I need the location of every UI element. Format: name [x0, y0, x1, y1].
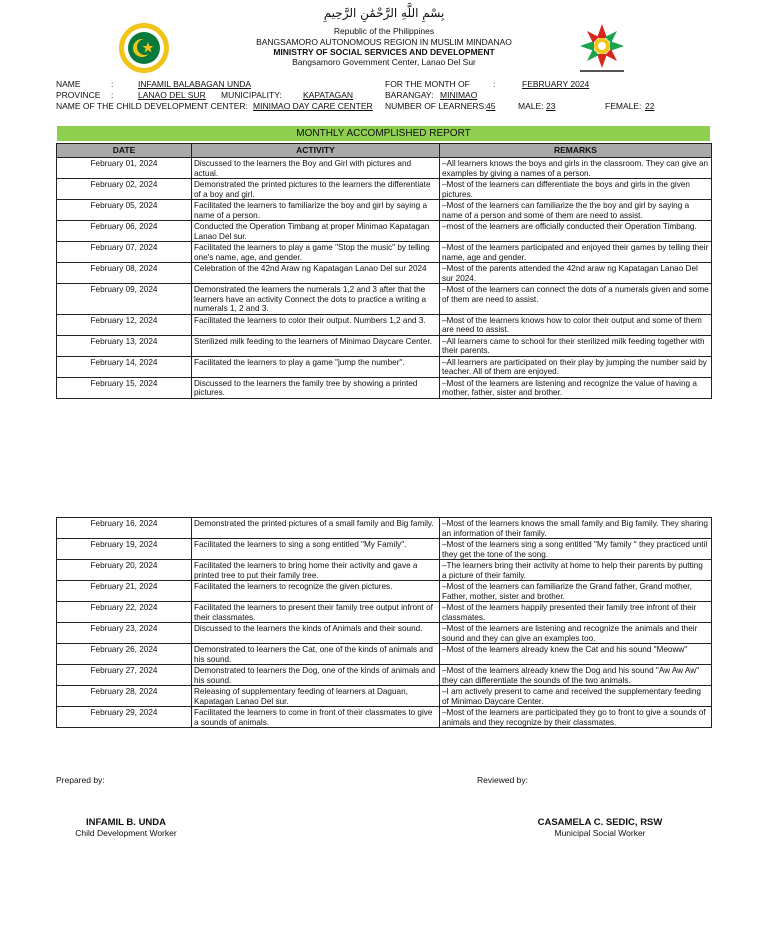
table-row [57, 200, 712, 221]
date-cell: February 22, 2024 [57, 602, 192, 623]
table-row [57, 314, 712, 335]
activity-cell: Facilitated the learners to present their family tree output infront of their classmates. [192, 602, 440, 623]
mssd-logo [574, 20, 630, 78]
region-heading: BANGSAMORO AUTONOMOUS REGION IN MUSLIM MINDANAO [256, 37, 512, 47]
table-row [57, 539, 712, 560]
report-title-banner: MONTHLY ACCOMPLISHED REPORT [57, 126, 710, 141]
date-cell: February 23, 2024 [57, 623, 192, 644]
table-row [57, 644, 712, 665]
center-heading: Bangsamoro Government Center, Lanao Del Sur [292, 57, 476, 67]
name-colon: : [111, 79, 114, 89]
table-row [57, 158, 712, 179]
reviewer-signature-block [520, 818, 680, 838]
remarks-cell: –most of the learners are officially conducted their Operation Timbang. [440, 221, 712, 242]
date-cell: February 14, 2024 [57, 356, 192, 377]
date-cell: February 21, 2024 [57, 581, 192, 602]
reviewer-name: CASAMELA C. SEDIC, RSW [537, 817, 663, 828]
activity-cell: Facilitated the learners to recognize the given pictures. [192, 581, 440, 602]
remarks-cell: –Most of the learners are listening and recognize the animals and their sound and they can give an examples too. [440, 623, 712, 644]
remarks-cell: –Most of the parents attended the 42nd araw ng Kapatagan Lanao Del sur 2024. [440, 263, 712, 284]
remarks-cell: –I am actively present to came and received the supplementary feeding of Minimao Daycare Center. [440, 686, 712, 707]
date-cell: February 01, 2024 [57, 158, 192, 179]
month-value: FEBRUARY 2024 [522, 79, 590, 89]
remarks-cell: –Most of the learners sing a song entitled "My family " they practiced until they get the tone of the song. [440, 539, 712, 560]
remarks-cell: –Most of the learners knows how to color their output and some of them are need to assist. [440, 314, 712, 335]
center-value: MINIMAO DAY CARE CENTER [253, 101, 373, 111]
date-cell: February 15, 2024 [57, 377, 192, 398]
activity-cell: Facilitated the learners to sing a song entitled "My Family". [192, 539, 440, 560]
table-row [57, 707, 712, 728]
preparer-signature-block [56, 818, 196, 838]
date-cell: February 02, 2024 [57, 179, 192, 200]
date-cell: February 09, 2024 [57, 284, 192, 315]
table-row [57, 356, 712, 377]
basmala-text: بِسْمِ اللَّهِ الرَّحْمَٰنِ الرَّحِيمِ [323, 6, 445, 20]
report-table-part1 [56, 143, 712, 399]
female-label: FEMALE: [605, 101, 642, 111]
table-row [57, 242, 712, 263]
preparer-name: INFAMIL B. UNDA [85, 817, 167, 828]
table-row [57, 686, 712, 707]
activity-cell: Conducted the Operation Timbang at proper Minimao Kapatagan Lanao Del sur. [192, 221, 440, 242]
remarks-cell: –Most of the learners can differentiate the boys and girls in the given pictures. [440, 179, 712, 200]
activity-cell: Facilitated the learners to come in front of their classmates to give a sounds of animals. [192, 707, 440, 728]
remarks-cell: –Most of the learners are participated they go to front to give a sounds of animals and they recognize by their classmates. [440, 707, 712, 728]
ministry-heading: MINISTRY OF SOCIAL SERVICES AND DEVELOPMENT [273, 47, 495, 57]
male-label: MALE: [518, 101, 544, 111]
date-cell: February 13, 2024 [57, 335, 192, 356]
table-row [57, 602, 712, 623]
month-label: FOR THE MONTH OF [385, 79, 470, 89]
table-row [57, 560, 712, 581]
remarks-cell: –Most of the learners happily presented their family tree infront of their classmates. [440, 602, 712, 623]
male-value: 23 [546, 101, 556, 111]
column-header-date: DATE [57, 144, 192, 158]
prepared-by-label: Prepared by: [56, 775, 105, 785]
activity-cell: Celebration of the 42nd Araw ng Kapatagan Lanao Del sur 2024 [192, 263, 440, 284]
month-colon: : [493, 79, 496, 89]
remarks-cell: –Most of the learners can connect the dots of a numerals given and some of them are need to assist. [440, 284, 712, 315]
learners-value: 45 [486, 101, 496, 111]
date-cell: February 19, 2024 [57, 539, 192, 560]
municipality-value: KAPATAGAN [303, 90, 354, 100]
activity-cell: Demonstrated to learners the Dog, one of the kinds of animals and his sound. [192, 665, 440, 686]
remarks-cell: –Most of the learners knows the small family and Big family. They sharing an information of their family. [440, 518, 712, 539]
remarks-cell: –Most of the learners participated and enjoyed their games by telling their name, age and gender. [440, 242, 712, 263]
preparer-title: Child Development Worker [75, 828, 177, 838]
center-label: NAME OF THE CHILD DEVELOPMENT CENTER: [56, 101, 248, 111]
report-table-part2 [56, 517, 712, 728]
activity-cell: Facilitated the learners to play a game "Stop the music" by telling one's name, age, and gender. [192, 242, 440, 263]
activity-cell: Facilitated the learners to play a game "jump the number". [192, 356, 440, 377]
barangay-label: BARANGAY: [385, 90, 434, 100]
activity-cell: Sterilized milk feeding to the learners of Minimao Daycare Center. [192, 335, 440, 356]
activity-cell: Demonstrated to learners the Cat, one of the kinds of animals and his sound. [192, 644, 440, 665]
activity-cell: Discussed to the learners the kinds of Animals and their sound. [192, 623, 440, 644]
remarks-cell: –Most of the learners already knew the Cat and his sound "Meoww" [440, 644, 712, 665]
remarks-cell: –The learners bring their activity at home to help their parents by putting a picture of their family. [440, 560, 712, 581]
province-label: PROVINCE [56, 90, 101, 100]
date-cell: February 08, 2024 [57, 263, 192, 284]
remarks-cell: –All learners knows the boys and girls in the classroom. They can give an examples by giving a names of a person. [440, 158, 712, 179]
table-row [57, 335, 712, 356]
municipality-label: MUNICIPALITY: [221, 90, 282, 100]
date-cell: February 12, 2024 [57, 314, 192, 335]
date-cell: February 26, 2024 [57, 644, 192, 665]
table-row [57, 263, 712, 284]
remarks-cell: –All learners are participated on their play by jumping the number said by teacher. All of them are enjoyed. [440, 356, 712, 377]
date-cell: February 20, 2024 [57, 560, 192, 581]
barangay-value: MINIMAO [440, 90, 478, 100]
date-cell: February 28, 2024 [57, 686, 192, 707]
remarks-cell: –Most of the learners can familiarize the Grand father, Grand mother, Father, mother, sister and brother. [440, 581, 712, 602]
female-value: 22 [645, 101, 655, 111]
date-cell: February 16, 2024 [57, 518, 192, 539]
reviewed-by-label: Reviewed by: [477, 775, 529, 785]
table-row [57, 377, 712, 398]
date-cell: February 07, 2024 [57, 242, 192, 263]
remarks-cell: –Most of the learners already knew the Dog and his sound "Aw Aw Aw" they can differentiate the sounds of the two animals. [440, 665, 712, 686]
reviewer-title: Municipal Social Worker [554, 828, 646, 838]
bangsamoro-seal-logo [118, 22, 170, 74]
date-cell: February 05, 2024 [57, 200, 192, 221]
date-cell: February 29, 2024 [57, 707, 192, 728]
activity-cell: Facilitated the learners to familiarize the boy and girl by saying a name of a person. [192, 200, 440, 221]
table-row [57, 518, 712, 539]
column-header-activity: ACTIVITY [192, 144, 440, 158]
name-value: INFAMIL BALABAGAN UNDA [138, 79, 252, 89]
table-row [57, 623, 712, 644]
activity-cell: Demonstrated the printed pictures of a small family and Big family. [192, 518, 440, 539]
column-header-remarks: REMARKS [440, 144, 712, 158]
activity-cell: Facilitated the learners to bring home their activity and gave a printed tree to put their family tree. [192, 560, 440, 581]
republic-heading: Republic of the Philippines [333, 26, 435, 36]
remarks-cell: –All learners came to school for their sterilized milk feeding together with their parents. [440, 335, 712, 356]
table-row [57, 221, 712, 242]
table-row [57, 581, 712, 602]
remarks-cell: –Most of the learners can familiarize the the boy and girl by saying a name of a person and some of them are need to assist. [440, 200, 712, 221]
activity-cell: Demonstrated the printed pictures to the learners the differentiate of a boy and girl. [192, 179, 440, 200]
table-row [57, 665, 712, 686]
date-cell: February 27, 2024 [57, 665, 192, 686]
name-label: NAME [56, 79, 81, 89]
table-header-row [57, 144, 712, 158]
learners-label: NUMBER OF LEARNERS: [385, 101, 487, 111]
province-colon: : [111, 90, 114, 100]
activity-cell: Discussed to the learners the family tree by showing a printed pictures. [192, 377, 440, 398]
activity-cell: Discussed to the learners the Boy and Girl with pictures and actual. [192, 158, 440, 179]
activity-cell: Releasing of supplementary feeding of learners at Daguan, Kapatagan Lanao Del sur. [192, 686, 440, 707]
activity-cell: Facilitated the learners to color their output. Numbers 1,2 and 3. [192, 314, 440, 335]
table-row [57, 284, 712, 315]
province-value: LANAO DEL SUR [138, 90, 206, 100]
activity-cell: Demonstrated the learners the numerals 1,2 and 3 after that the learners have an activity Connect the dots to practice a writing a numerals 1, 2 and 3. [192, 284, 440, 315]
date-cell: February 06, 2024 [57, 221, 192, 242]
table-row [57, 179, 712, 200]
remarks-cell: –Most of the learners are listening and recognize the value of having a mother, father, sister and brother. [440, 377, 712, 398]
